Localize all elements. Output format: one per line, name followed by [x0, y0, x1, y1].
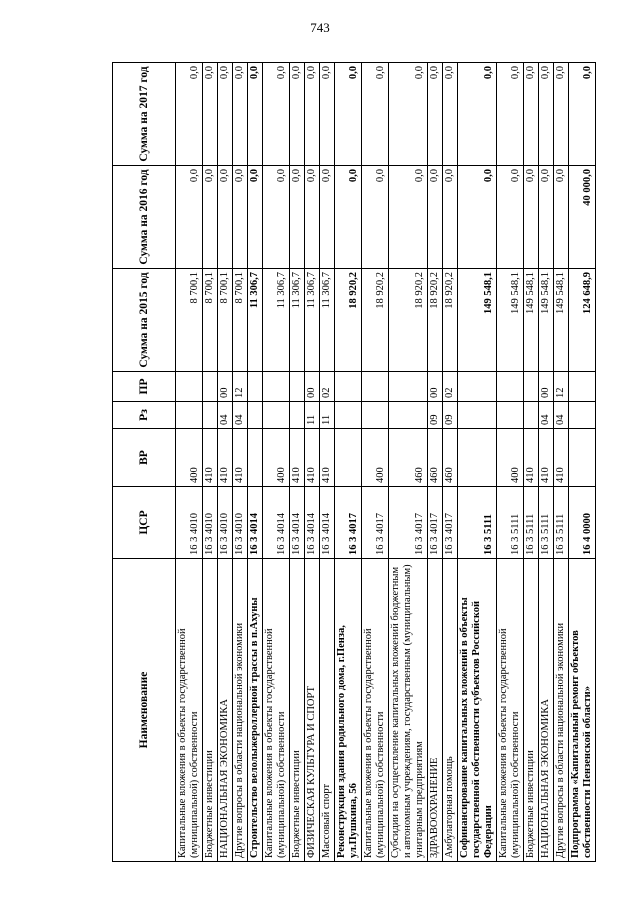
cell-pr	[263, 372, 290, 402]
header-csr: ЦСР	[113, 487, 176, 559]
cell-name: Подпрограмма «Капитальный ремонт объектов собственности Пензенской области»	[569, 559, 596, 862]
cell-name: НАЦИОНАЛЬНАЯ ЭКОНОМИКА	[218, 559, 233, 862]
cell-sum-2016: 0,0	[389, 166, 428, 269]
cell-rz: 11	[305, 402, 320, 429]
cell-rz: 11	[320, 402, 335, 429]
cell-vr	[248, 429, 263, 487]
cell-csr: 16 3 4014	[305, 487, 320, 559]
cell-name: Софинансирование капитальных вложений в объекты государственной собственности субъектов Российской Федерации	[458, 559, 497, 862]
cell-vr: 400	[176, 429, 203, 487]
cell-csr: 16 3 5111	[458, 487, 497, 559]
cell-sum-2015: 11 306,7	[263, 269, 290, 372]
cell-csr: 16 3 4010	[218, 487, 233, 559]
header-sum-2017: Сумма на 2017 год	[113, 63, 176, 166]
cell-name: Массовый спорт	[320, 559, 335, 862]
cell-rz	[458, 402, 497, 429]
cell-rz	[389, 402, 428, 429]
cell-sum-2017: 0,0	[428, 63, 443, 166]
page-number: 743	[310, 20, 330, 35]
cell-name: ФИЗИЧЕСКАЯ КУЛЬТУРА И СПОРТ	[305, 559, 320, 862]
cell-name: Капитальные вложения в объекты государственной (муниципальной) собственности	[497, 559, 524, 862]
cell-vr: 410	[233, 429, 248, 487]
table-header-row	[113, 63, 176, 862]
cell-pr: 00	[305, 372, 320, 402]
cell-rz: 09	[443, 402, 458, 429]
cell-name: НАЦИОНАЛЬНАЯ ЭКОНОМИКА	[539, 559, 554, 862]
cell-sum-2017: 0,0	[176, 63, 203, 166]
cell-rz	[290, 402, 305, 429]
cell-csr: 16 3 4014	[248, 487, 263, 559]
cell-sum-2016: 0,0	[335, 166, 362, 269]
budget-table	[112, 62, 596, 862]
cell-sum-2017: 0,0	[389, 63, 428, 166]
table-row	[458, 63, 497, 862]
cell-name: Бюджетные инвестиции	[203, 559, 218, 862]
cell-csr: 16 3 5111	[524, 487, 539, 559]
header-rz: Рз	[113, 402, 176, 429]
table-row	[443, 63, 458, 862]
cell-pr	[569, 372, 596, 402]
cell-sum-2016: 0,0	[176, 166, 203, 269]
cell-csr: 16 4 0000	[569, 487, 596, 559]
cell-rz	[203, 402, 218, 429]
cell-rz	[263, 402, 290, 429]
cell-sum-2016: 0,0	[263, 166, 290, 269]
cell-vr: 410	[320, 429, 335, 487]
cell-sum-2017: 0,0	[554, 63, 569, 166]
cell-rz	[497, 402, 524, 429]
table-row	[389, 63, 428, 862]
cell-pr: 12	[554, 372, 569, 402]
cell-pr: 00	[218, 372, 233, 402]
cell-pr	[362, 372, 389, 402]
cell-vr: 410	[290, 429, 305, 487]
cell-sum-2016: 0,0	[320, 166, 335, 269]
cell-sum-2015: 11 306,7	[290, 269, 305, 372]
table-body	[176, 63, 596, 862]
cell-name: Капитальные вложения в объекты государственной (муниципальной) собственности	[263, 559, 290, 862]
cell-csr: 16 3 4010	[233, 487, 248, 559]
cell-vr: 410	[554, 429, 569, 487]
cell-pr	[176, 372, 203, 402]
cell-pr: 02	[443, 372, 458, 402]
cell-sum-2017: 0,0	[458, 63, 497, 166]
table-row	[233, 63, 248, 862]
cell-sum-2016: 0,0	[524, 166, 539, 269]
cell-name: Субсидии на осуществление капитальных вложений бюджетным и автономным учреждениям, государственным (муниципальным) унитарным предприятиям	[389, 559, 428, 862]
cell-sum-2017: 0,0	[335, 63, 362, 166]
cell-vr	[458, 429, 497, 487]
table-row	[539, 63, 554, 862]
table-row	[428, 63, 443, 862]
header-name: Наименование	[113, 559, 176, 862]
cell-sum-2017: 0,0	[263, 63, 290, 166]
cell-rz	[176, 402, 203, 429]
cell-sum-2016: 0,0	[362, 166, 389, 269]
cell-csr: 16 3 4017	[443, 487, 458, 559]
cell-csr: 16 3 5111	[497, 487, 524, 559]
cell-vr: 460	[428, 429, 443, 487]
cell-vr: 460	[389, 429, 428, 487]
cell-sum-2015: 149 548,1	[539, 269, 554, 372]
table-row	[362, 63, 389, 862]
cell-sum-2016: 0,0	[428, 166, 443, 269]
cell-csr: 16 3 4017	[362, 487, 389, 559]
cell-sum-2017: 0,0	[290, 63, 305, 166]
cell-sum-2017: 0,0	[320, 63, 335, 166]
cell-csr: 16 3 4017	[389, 487, 428, 559]
cell-name: ЗДРАВООХРАНЕНИЕ	[428, 559, 443, 862]
cell-pr	[203, 372, 218, 402]
cell-sum-2015: 149 548,1	[524, 269, 539, 372]
cell-sum-2017: 0,0	[233, 63, 248, 166]
cell-csr: 16 3 5111	[539, 487, 554, 559]
cell-name: Капитальные вложения в объекты государственной (муниципальной) собственности	[362, 559, 389, 862]
cell-pr	[248, 372, 263, 402]
cell-sum-2017: 0,0	[218, 63, 233, 166]
cell-vr: 410	[218, 429, 233, 487]
cell-name: Реконструкция здания родильного дома, г.Пенза, ул.Пушкина, 56	[335, 559, 362, 862]
cell-sum-2016: 0,0	[290, 166, 305, 269]
table-row	[320, 63, 335, 862]
cell-sum-2017: 0,0	[497, 63, 524, 166]
cell-pr: 00	[539, 372, 554, 402]
cell-vr	[569, 429, 596, 487]
cell-sum-2016: 0,0	[233, 166, 248, 269]
cell-pr: 12	[233, 372, 248, 402]
cell-sum-2016: 0,0	[539, 166, 554, 269]
cell-pr: 02	[320, 372, 335, 402]
table-row	[263, 63, 290, 862]
cell-sum-2015: 8 700,1	[233, 269, 248, 372]
cell-pr	[497, 372, 524, 402]
cell-pr	[524, 372, 539, 402]
cell-pr	[458, 372, 497, 402]
cell-sum-2017: 0,0	[524, 63, 539, 166]
cell-vr: 460	[443, 429, 458, 487]
table-row	[497, 63, 524, 862]
cell-name: Бюджетные инвестиции	[290, 559, 305, 862]
cell-sum-2015: 8 700,1	[203, 269, 218, 372]
cell-vr: 410	[539, 429, 554, 487]
cell-sum-2015: 18 920,2	[362, 269, 389, 372]
cell-sum-2015: 8 700,1	[218, 269, 233, 372]
cell-sum-2017: 0,0	[539, 63, 554, 166]
cell-sum-2015: 124 648,9	[569, 269, 596, 372]
cell-sum-2016: 0,0	[248, 166, 263, 269]
cell-csr: 16 3 4017	[335, 487, 362, 559]
cell-rz: 09	[428, 402, 443, 429]
cell-sum-2015: 11 306,7	[248, 269, 263, 372]
table-row	[218, 63, 233, 862]
cell-name: Капитальные вложения в объекты государственной (муниципальной) собственности	[176, 559, 203, 862]
cell-rz: 04	[233, 402, 248, 429]
cell-csr: 16 3 4014	[290, 487, 305, 559]
table-row	[569, 63, 596, 862]
cell-pr	[290, 372, 305, 402]
cell-rz	[362, 402, 389, 429]
cell-sum-2017: 0,0	[443, 63, 458, 166]
table-row	[290, 63, 305, 862]
cell-pr	[389, 372, 428, 402]
header-vr: ВР	[113, 429, 176, 487]
cell-name: Другие вопросы в области национальной экономики	[554, 559, 569, 862]
table-row	[203, 63, 218, 862]
cell-sum-2016: 0,0	[218, 166, 233, 269]
cell-name: Другие вопросы в области национальной экономики	[233, 559, 248, 862]
cell-rz	[248, 402, 263, 429]
cell-name: Амбулаторная помощь	[443, 559, 458, 862]
cell-rz	[524, 402, 539, 429]
header-sum-2015: Сумма на 2015 год	[113, 269, 176, 372]
cell-vr: 400	[263, 429, 290, 487]
cell-vr: 400	[497, 429, 524, 487]
header-sum-2016: Сумма на 2016 год	[113, 166, 176, 269]
cell-sum-2016: 0,0	[554, 166, 569, 269]
cell-sum-2015: 8 700,1	[176, 269, 203, 372]
table-row	[554, 63, 569, 862]
cell-csr: 16 3 4010	[176, 487, 203, 559]
table-row	[305, 63, 320, 862]
cell-sum-2015: 18 920,2	[443, 269, 458, 372]
cell-rz: 04	[554, 402, 569, 429]
cell-vr: 410	[203, 429, 218, 487]
cell-csr: 16 3 4014	[320, 487, 335, 559]
cell-csr: 16 3 4017	[428, 487, 443, 559]
cell-sum-2015: 11 306,7	[320, 269, 335, 372]
cell-rz	[335, 402, 362, 429]
cell-sum-2015: 18 920,2	[335, 269, 362, 372]
cell-vr: 410	[524, 429, 539, 487]
cell-vr: 410	[305, 429, 320, 487]
cell-sum-2015: 18 920,2	[389, 269, 428, 372]
cell-sum-2016: 40 000,0	[569, 166, 596, 269]
cell-sum-2016: 0,0	[203, 166, 218, 269]
cell-vr	[335, 429, 362, 487]
cell-sum-2017: 0,0	[248, 63, 263, 166]
cell-sum-2015: 149 548,1	[458, 269, 497, 372]
cell-sum-2017: 0,0	[362, 63, 389, 166]
cell-name: Бюджетные инвестиции	[524, 559, 539, 862]
cell-sum-2016: 0,0	[458, 166, 497, 269]
cell-rz	[569, 402, 596, 429]
table-row	[335, 63, 362, 862]
cell-sum-2017: 0,0	[569, 63, 596, 166]
cell-rz: 04	[539, 402, 554, 429]
cell-sum-2016: 0,0	[305, 166, 320, 269]
cell-sum-2015: 149 548,1	[554, 269, 569, 372]
cell-sum-2015: 18 920,2	[428, 269, 443, 372]
cell-vr: 400	[362, 429, 389, 487]
cell-sum-2016: 0,0	[443, 166, 458, 269]
header-pr: ПР	[113, 372, 176, 402]
rotated-table-container	[112, 63, 593, 862]
cell-pr: 00	[428, 372, 443, 402]
cell-pr	[335, 372, 362, 402]
cell-sum-2015: 149 548,1	[497, 269, 524, 372]
cell-sum-2016: 0,0	[497, 166, 524, 269]
table-row	[176, 63, 203, 862]
cell-sum-2017: 0,0	[305, 63, 320, 166]
cell-rz: 04	[218, 402, 233, 429]
cell-csr: 16 3 4010	[203, 487, 218, 559]
table-row	[524, 63, 539, 862]
cell-csr: 16 3 5111	[554, 487, 569, 559]
cell-csr: 16 3 4014	[263, 487, 290, 559]
table-row	[248, 63, 263, 862]
cell-name: Строительство велолыжероллерной трассы в п.Ахуны	[248, 559, 263, 862]
cell-sum-2017: 0,0	[203, 63, 218, 166]
cell-sum-2015: 11 306,7	[305, 269, 320, 372]
